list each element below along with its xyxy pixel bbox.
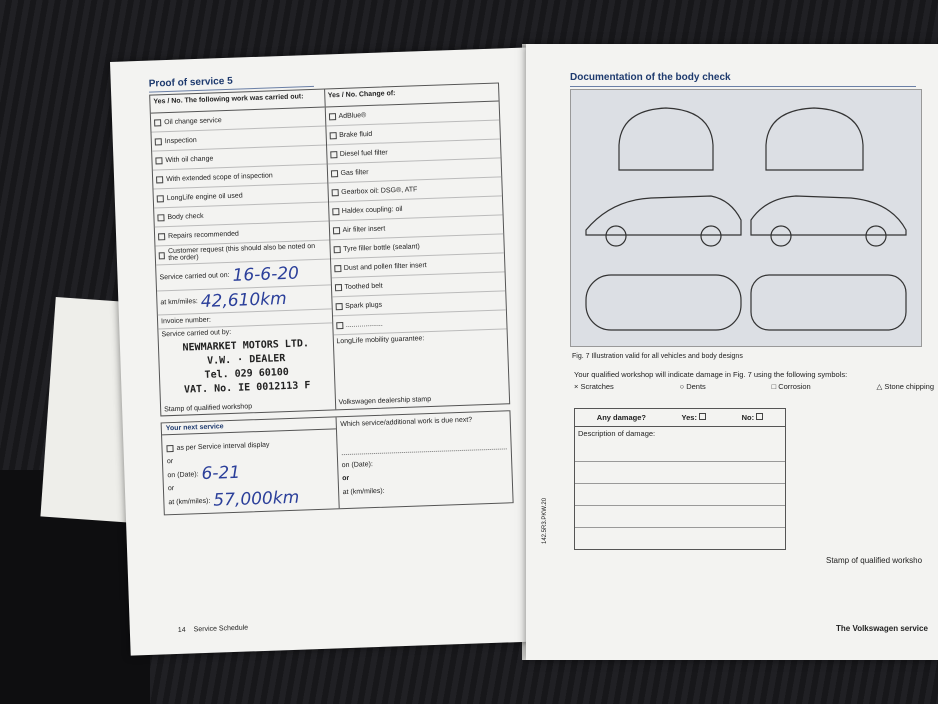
symbol-corrosion: □ Corrosion <box>771 382 811 391</box>
carried-by: Service carried out by: NEWMARKET MOTORS LTD. V.W. · DEALER Tel. 029 60100 VAT. No. IE 0012113 F Stamp of qualified workshop <box>158 323 334 415</box>
checkbox <box>332 227 339 234</box>
next-km: 57,000km <box>213 487 300 511</box>
change-item-row: Dust and pollen filter insert <box>331 253 505 278</box>
footer-label: Service Schedule <box>193 624 249 634</box>
checkbox <box>166 445 173 452</box>
damage-info: Your qualified workshop will indicate damage in Fig. 7 using the following symbols: × Scratches ○ Dents □ Corrosion △ Stone chipping <box>574 370 934 391</box>
checkbox <box>330 151 337 158</box>
work-item-row: With extended scope of inspection <box>153 165 327 190</box>
checkbox <box>332 208 339 215</box>
no-checkbox <box>756 413 763 420</box>
checkbox <box>330 170 337 177</box>
checkbox <box>159 252 166 259</box>
proof-title: Proof of service 5 <box>149 73 314 93</box>
car-diagram <box>570 89 922 347</box>
left-page <box>110 47 550 655</box>
service-table <box>149 82 510 416</box>
change-item-row: Haldex coupling: oil <box>329 196 503 221</box>
symbol-stone: △ Stone chipping <box>876 382 934 391</box>
next-service-box: Your next service as per Service interval display or on (Date): 6-21 or at (km/miles): 57,000km Which service/additional work is due next? on (Date): or at (km/miles): <box>161 410 514 515</box>
stamp-label-right: Stamp of qualified worksho <box>826 556 923 565</box>
change-item-row: ................... <box>333 310 507 335</box>
car-top-view <box>586 275 741 330</box>
next-date: 6-21 <box>201 462 241 485</box>
invoice-row: Invoice number: <box>158 309 332 329</box>
work-col-head: Yes / No. The following work was carried out: <box>150 90 324 114</box>
checkbox <box>157 195 164 202</box>
dealership-stamp-label: Volkswagen dealership stamp <box>338 396 432 407</box>
next-service-title: Your next service <box>162 417 336 435</box>
service-date-row: Service carried out on: 16-6-20 <box>156 259 330 291</box>
work-item-row: Repairs recommended <box>155 221 329 246</box>
checkbox <box>331 189 338 196</box>
work-item-row: With oil change <box>152 146 326 171</box>
page-number: 14 <box>177 626 186 634</box>
change-item-row: Spark plugs <box>332 291 506 316</box>
checkbox <box>328 113 335 120</box>
which-service: Which service/additional work is due next? <box>340 416 473 429</box>
car-outline-drawing <box>571 90 921 346</box>
change-column <box>324 83 510 409</box>
checkbox <box>336 322 343 329</box>
car-bottom-view <box>751 275 906 330</box>
checkbox <box>334 284 341 291</box>
car-front-view <box>766 108 863 170</box>
change-item-row: Air filter insert <box>329 215 503 240</box>
checkbox <box>158 233 165 240</box>
work-item-row: LongLife engine oil used <box>153 184 327 209</box>
longlife-label: LongLife mobility guarantee: <box>336 335 425 346</box>
checkbox <box>329 132 336 139</box>
change-item-row: Toothed belt <box>331 272 505 297</box>
km-row: at km/miles: 42,610km <box>157 285 331 315</box>
symbol-dents: ○ Dents <box>679 382 706 391</box>
dealer-stamp: NEWMARKET MOTORS LTD. V.W. · DEALER Tel. 029 60100 VAT. No. IE 0012113 F <box>182 338 311 396</box>
left-footer <box>178 625 248 634</box>
checkbox <box>335 303 342 310</box>
checkbox <box>155 157 162 164</box>
change-item-row: Brake fluid <box>326 120 500 145</box>
work-item-row: Oil change service <box>151 108 325 133</box>
body-check-title: Documentation of the body check <box>570 72 916 87</box>
checkbox <box>334 265 341 272</box>
side-code: 142.5R3.PKW.20 <box>542 497 548 544</box>
fig-caption: Fig. 7 Illustration valid for all vehicles and body designs <box>572 353 743 360</box>
car-rear-view <box>619 108 713 170</box>
change-col-head: Yes / No. Change of: <box>325 83 499 107</box>
change-item-row: Gearbox oil: DSG®, ATF <box>328 177 502 202</box>
yes-checkbox <box>699 413 706 420</box>
checkbox <box>155 138 162 145</box>
checkbox <box>154 119 161 126</box>
change-item-row: Tyre filler bottle (sealant) <box>330 234 504 259</box>
right-page <box>526 44 938 660</box>
service-date: 16-6-20 <box>232 263 300 286</box>
right-footer: The Volkswagen service <box>836 624 928 633</box>
change-item-row: Diesel fuel filter <box>327 139 501 164</box>
damage-table: Any damage? Yes: No: Description of damage: <box>574 408 786 550</box>
checkbox <box>156 176 163 183</box>
checkbox <box>157 214 164 221</box>
work-column <box>150 90 335 416</box>
km-value: 42,610km <box>200 288 287 312</box>
symbol-scratches: × Scratches <box>574 382 614 391</box>
work-item-row: Inspection <box>151 127 325 152</box>
change-item-row: AdBlue® <box>325 101 499 126</box>
work-item-row: Body check <box>154 202 328 227</box>
work-item-row: Customer request (this should also be noted on the order) <box>155 240 329 265</box>
checkbox <box>333 246 340 253</box>
change-item-row: Gas filter <box>327 158 501 183</box>
